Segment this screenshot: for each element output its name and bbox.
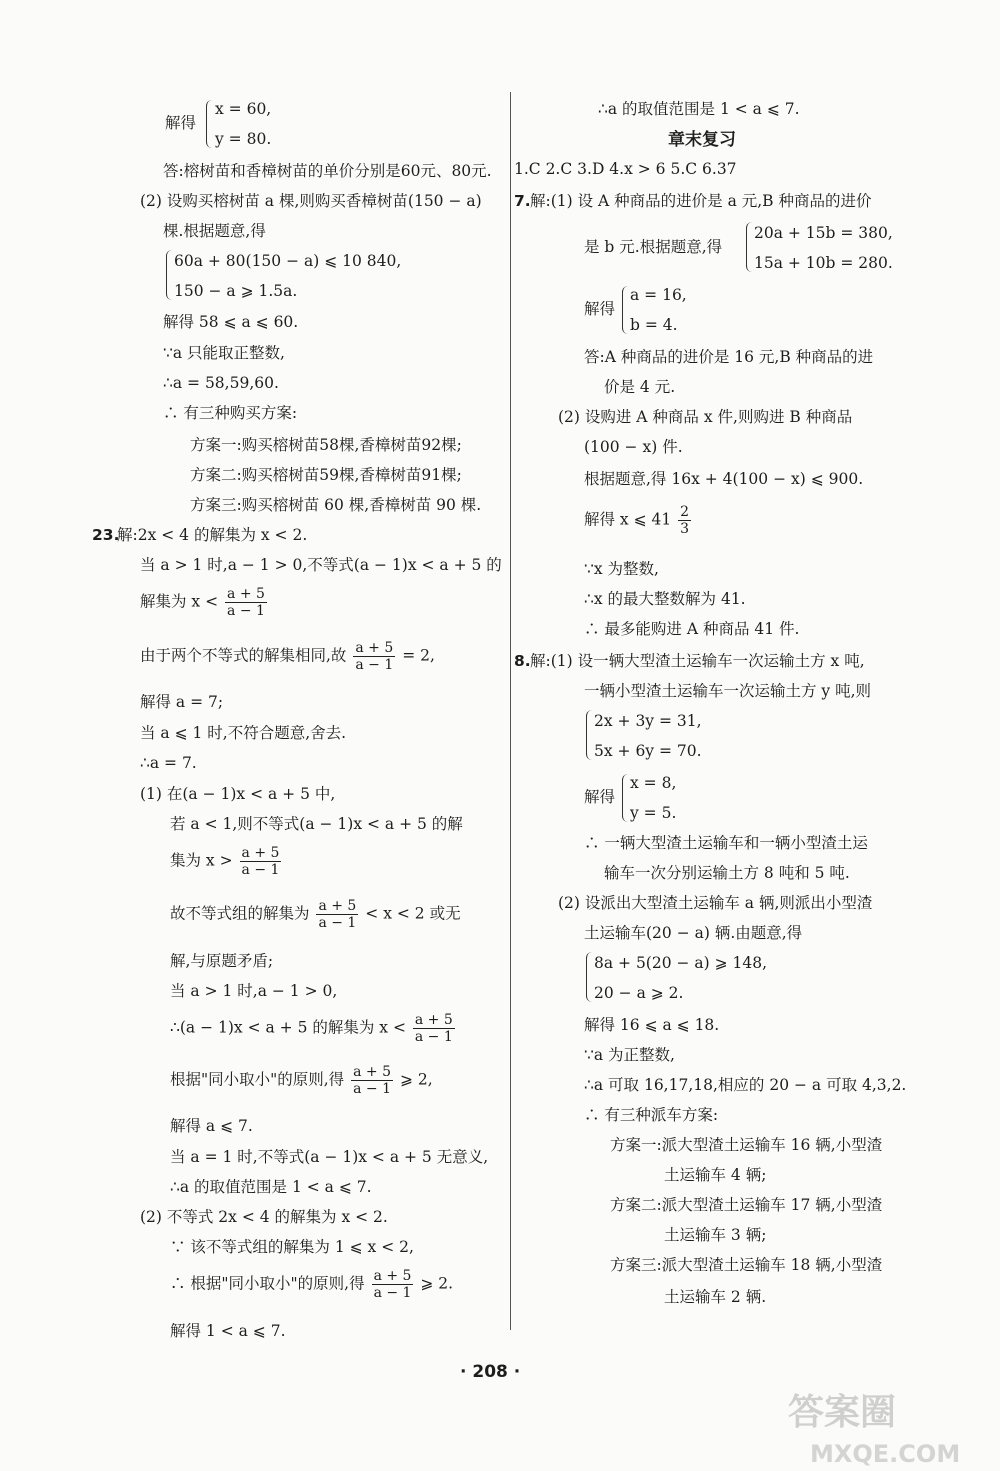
plan-line: 土运输车 4 辆; xyxy=(664,1166,767,1184)
text-line: 解得 a ⩽ 7. xyxy=(170,1117,253,1135)
equation: x = 60, xyxy=(215,100,272,118)
text-line: (1) 在(a − 1)x < a + 5 中, xyxy=(140,785,336,803)
plan-line: 方案三:购买榕树苗 60 棵,香樟树苗 90 棵. xyxy=(190,496,482,514)
system-brace xyxy=(622,286,628,334)
equation: 150 − a ⩾ 1.5a. xyxy=(174,282,298,300)
equation: 5x + 6y = 70. xyxy=(594,742,702,760)
text-line: ∴ 一辆大型渣土运输车和一辆小型渣土运 xyxy=(584,834,868,852)
equation: 60a + 80(150 − a) ⩽ 10 840, xyxy=(174,252,402,270)
text-line: 解得 16 ⩽ a ⩽ 18. xyxy=(584,1016,720,1034)
text-line: 棵.根据题意,得 xyxy=(163,222,266,240)
plan-line: 土运输车 2 辆. xyxy=(664,1288,767,1306)
text-line: 当 a > 1 时,a − 1 > 0, xyxy=(170,982,338,1000)
text-line: 由于两个不等式的解集相同,故 $\frac{a + 5}{a - 1}$ = 2, xyxy=(140,640,435,674)
text-line: (2) 设派出大型渣土运输车 a 辆,则派出小型渣 xyxy=(558,894,873,912)
fraction: $\frac{2}{3}$ xyxy=(680,504,690,538)
text-line: 解得 58 ⩽ a ⩽ 60. xyxy=(163,313,299,331)
text-line: ∴(a − 1)x < a + 5 的解集为 x < $\frac{a + 5}{a - 1}$ xyxy=(170,1012,453,1046)
plan-line: 方案一:派大型渣土运输车 16 辆,小型渣 xyxy=(610,1136,883,1154)
equation: a = 16, xyxy=(630,286,687,304)
solve-label: 解得 xyxy=(584,788,616,806)
watermark-logo xyxy=(780,1380,990,1470)
equation: x = 8, xyxy=(630,774,677,792)
text-line: ∴a 可取 16,17,18,相应的 20 − a 可取 4,3,2. xyxy=(584,1076,907,1094)
equation: b = 4. xyxy=(630,316,678,334)
plan-line: 方案一:购买榕树苗58棵,香樟树苗92棵; xyxy=(190,436,462,454)
text-line: 根据题意,得 16x + 4(100 − x) ⩽ 900. xyxy=(584,470,864,488)
text-line: ∴x 的最大整数解为 41. xyxy=(584,590,746,608)
fraction: $\frac{a + 5}{a - 1}$ xyxy=(414,1012,453,1046)
text-line: ∵x 为整数, xyxy=(584,560,659,578)
section-title: 章末复习 xyxy=(668,130,736,150)
text-line: 解,与原题矛盾; xyxy=(170,952,274,970)
answer-line: 答:榕树苗和香樟树苗的单价分别是60元、80元. xyxy=(163,162,492,180)
text-line: 当 a = 1 时,不等式(a − 1)x < a + 5 无意义, xyxy=(170,1148,489,1166)
plan-line: 方案二:派大型渣土运输车 17 辆,小型渣 xyxy=(610,1196,883,1214)
text-line: ∵ 该不等式组的解集为 1 ⩽ x < 2, xyxy=(170,1238,414,1256)
fraction: $\frac{a + 5}{a - 1}$ xyxy=(227,586,265,620)
answer-line: 价是 4 元. xyxy=(604,378,676,396)
text-line: 解集为 x < $\frac{a + 5}{a - 1}$ xyxy=(140,586,265,620)
text-line: 解:(1) 设一辆大型渣土运输车一次运输土方 x 吨, xyxy=(530,652,865,670)
solve-label: 解得 xyxy=(584,300,616,318)
system-brace xyxy=(206,100,212,148)
equation: 20a + 15b = 380, xyxy=(754,224,893,242)
text-line: 解:2x < 4 的解集为 x < 2. xyxy=(117,526,308,544)
text-line: 若 a < 1,则不等式(a − 1)x < a + 5 的解 xyxy=(170,815,463,833)
system-brace xyxy=(746,222,752,272)
text-line: 是 b 元.根据题意,得 xyxy=(584,238,723,256)
text-line: ∴a = 58,59,60. xyxy=(163,374,279,392)
fraction: $\frac{a + 5}{a - 1}$ xyxy=(373,1268,412,1302)
answer-key: 1.C 2.C 3.D 4.x > 6 5.C 6.37 xyxy=(514,160,737,178)
text-line: (2) 设购买榕树苗 a 棵,则购买香樟树苗(150 − a) xyxy=(140,192,482,210)
text-line: 根据"同小取小"的原则,得 $\frac{a + 5}{a - 1}$ ⩾ 2, xyxy=(170,1064,433,1098)
text-line: ∴ 有三种派车方案: xyxy=(584,1106,719,1124)
question-number: 7. xyxy=(514,192,531,210)
text-line: ∴a 的取值范围是 1 < a ⩽ 7. xyxy=(598,100,800,118)
system-brace xyxy=(166,250,172,300)
text-line: 解得 a = 7; xyxy=(140,693,224,711)
equation: 20 − a ⩾ 2. xyxy=(594,984,684,1002)
system-brace xyxy=(586,710,592,760)
text-line: ∵a 只能取正整数, xyxy=(163,344,285,362)
text-line: 解得 1 < a ⩽ 7. xyxy=(170,1322,286,1340)
plan-line: 方案三:派大型渣土运输车 18 辆,小型渣 xyxy=(610,1256,883,1274)
text-line: 一辆小型渣土运输车一次运输土方 y 吨,则 xyxy=(584,682,872,700)
equation: 2x + 3y = 31, xyxy=(594,712,702,730)
watermark-url: MXQE.COM xyxy=(810,1440,961,1468)
system-brace xyxy=(622,774,628,822)
equation: 8a + 5(20 − a) ⩾ 148, xyxy=(594,954,768,972)
text-line: 土运输车(20 − a) 辆.由题意,得 xyxy=(584,924,803,942)
equation: 15a + 10b = 280. xyxy=(754,254,893,272)
page-number: · 208 · xyxy=(460,1362,521,1382)
solve-label: 解得 xyxy=(165,114,197,132)
fraction: $\frac{a + 5}{a - 1}$ xyxy=(353,1064,392,1098)
text-line: (2) 不等式 2x < 4 的解集为 x < 2. xyxy=(140,1208,388,1226)
text-line: 解:(1) 设 A 种商品的进价是 a 元,B 种商品的进价 xyxy=(530,192,872,210)
fraction: $\frac{a + 5}{a - 1}$ xyxy=(241,845,280,879)
fraction: $\frac{a + 5}{a - 1}$ xyxy=(318,898,357,932)
plan-line: 方案二:购买榕树苗59棵,香樟树苗91棵; xyxy=(190,466,462,484)
plan-line: 土运输车 3 辆; xyxy=(664,1226,767,1244)
text-line: 输车一次分别运输土方 8 吨和 5 吨. xyxy=(604,864,850,882)
text-line: (2) 设购进 A 种商品 x 件,则购进 B 种商品 xyxy=(558,408,853,426)
question-number: 8. xyxy=(514,652,531,670)
text-line: 当 a ⩽ 1 时,不符合题意,舍去. xyxy=(140,724,347,742)
text-line: 当 a > 1 时,a − 1 > 0,不等式(a − 1)x < a + 5 的 xyxy=(140,556,502,574)
text-line: 集为 x > $\frac{a + 5}{a - 1}$ xyxy=(170,845,280,879)
equation: y = 80. xyxy=(215,130,272,148)
equation: y = 5. xyxy=(630,804,677,822)
text-line: ∴ 有三种购买方案: xyxy=(163,404,298,422)
text-line: ∴ 根据"同小取小"的原则,得 $\frac{a + 5}{a - 1}$ ⩾ 2. xyxy=(170,1268,454,1302)
text-line: 故不等式组的解集为 $\frac{a + 5}{a - 1}$ < x < 2 或无 xyxy=(170,898,461,932)
question-number: 23. xyxy=(92,526,120,544)
text-line: ∴a = 7. xyxy=(140,754,197,772)
text-line: ∵a 为正整数, xyxy=(584,1046,675,1064)
answer-line: 答:A 种商品的进价是 16 元,B 种商品的进 xyxy=(584,348,874,366)
text-line: (100 − x) 件. xyxy=(584,438,683,456)
watermark-text: 答案圈 xyxy=(788,1392,897,1433)
fraction: $\frac{a + 5}{a - 1}$ xyxy=(355,640,394,674)
text-line: ∴a 的取值范围是 1 < a ⩽ 7. xyxy=(170,1178,372,1196)
system-brace xyxy=(586,952,592,1002)
column-divider xyxy=(510,92,511,1330)
text-line: ∴ 最多能购进 A 种商品 41 件. xyxy=(584,620,800,638)
text-line: 解得 x ⩽ 41 $\frac{2}{3}$ xyxy=(584,504,690,538)
